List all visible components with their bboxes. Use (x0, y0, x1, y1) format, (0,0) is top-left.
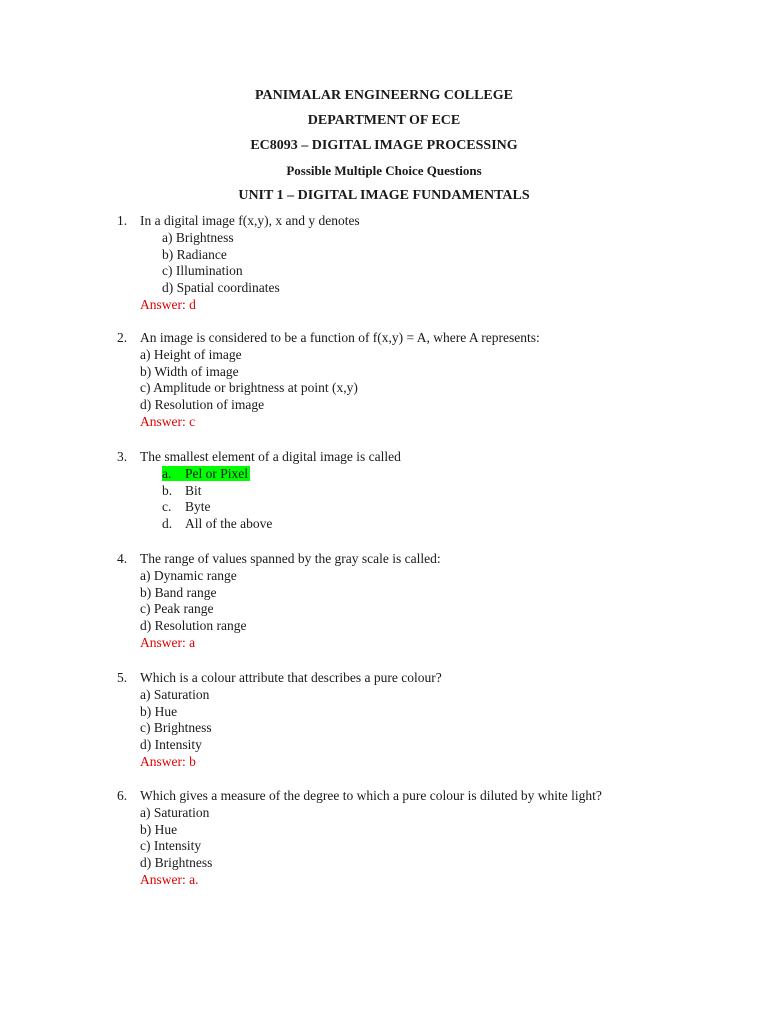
document-header (0, 86, 768, 211)
option: c. Byte (162, 499, 211, 515)
option: b) Hue (140, 821, 178, 837)
question-number: 1. (117, 213, 128, 228)
answer: Answer: b (140, 753, 196, 769)
option: c) Intensity (140, 838, 202, 854)
answer: Answer: c (140, 413, 196, 429)
question-6 (117, 788, 602, 889)
question-number: 6. (117, 788, 128, 803)
option: c) Brightness (140, 720, 212, 736)
answer: Answer: a (140, 634, 196, 650)
option: d. All of the above (162, 516, 273, 532)
question-2 (117, 330, 540, 431)
option: c) Illumination (162, 263, 243, 279)
unit-title: UNIT 1 – DIGITAL IMAGE FUNDAMENTALS (238, 188, 530, 203)
question-number: 3. (117, 449, 128, 464)
option: a) Dynamic range (140, 567, 237, 583)
option: b) Hue (140, 703, 178, 719)
option: b. Bit (162, 482, 202, 498)
option: a) Height of image (140, 346, 242, 362)
option: b) Radiance (162, 246, 227, 262)
question-number: 5. (117, 670, 128, 685)
question-text: The range of values spanned by the gray scale is called: (140, 551, 441, 566)
option: b) Width of image (140, 363, 239, 379)
department-name: DEPARTMENT OF ECE (307, 113, 461, 128)
question-text: In a digital image f(x,y), x and y denotes (140, 213, 360, 228)
option: a) Saturation (140, 804, 210, 820)
question-number: 4. (117, 551, 128, 566)
option: b) Band range (140, 584, 217, 600)
question-text: The smallest element of a digital image is called (140, 449, 401, 464)
option: c) Amplitude or brightness at point (x,y) (140, 380, 358, 396)
option: d) Resolution of image (140, 397, 265, 413)
answer: Answer: a. (140, 871, 199, 887)
option (117, 466, 401, 483)
option: d) Intensity (140, 737, 202, 753)
question-text: An image is considered to be a function of f(x,y) = A, where A represents: (140, 330, 540, 345)
option: d) Brightness (140, 855, 213, 871)
college-name: PANIMALAR ENGINEERNG COLLEGE (255, 88, 513, 103)
option: a) Brightness (162, 229, 234, 245)
answer: Answer: d (140, 296, 196, 312)
question-number: 2. (117, 330, 128, 345)
document-subtitle: Possible Multiple Choice Questions (286, 163, 482, 178)
question-5 (117, 670, 442, 771)
question-1 (117, 213, 360, 314)
course-title: EC8093 – DIGITAL IMAGE PROCESSING (250, 138, 518, 153)
option: d) Resolution range (140, 618, 247, 634)
highlighted-option: a. Pel or Pixel (162, 465, 248, 481)
option: c) Peak range (140, 601, 214, 617)
question-text: Which is a colour attribute that describes a pure colour? (140, 670, 442, 685)
question-4 (117, 551, 441, 652)
question-text: Which gives a measure of the degree to which a pure colour is diluted by white light? (140, 788, 602, 803)
option: d) Spatial coordinates (162, 280, 280, 296)
option: a) Saturation (140, 686, 210, 702)
question-3 (117, 449, 401, 533)
